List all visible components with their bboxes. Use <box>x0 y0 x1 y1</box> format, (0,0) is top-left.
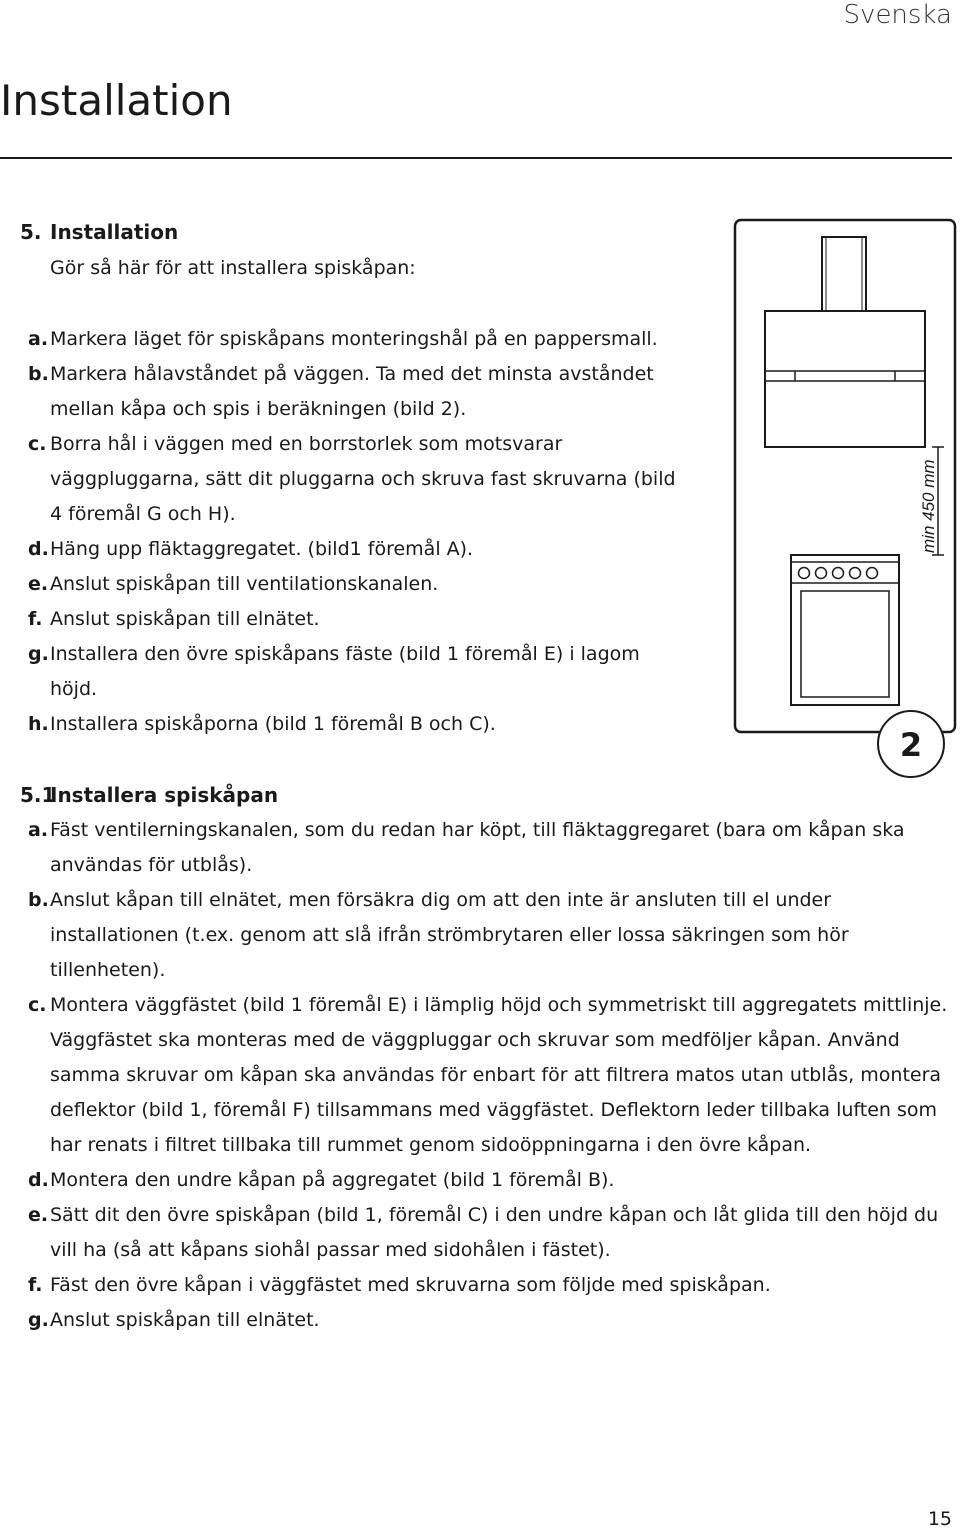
language-label: Svenska <box>843 0 952 30</box>
section-installera-spiskapan <box>20 777 950 1338</box>
step-marker: f. <box>28 1274 43 1296</box>
step-marker: e. <box>28 1204 49 1226</box>
section-title: Installera spiskåpan <box>50 783 279 807</box>
step-text: Installera spiskåporna (bild 1 föremål B och C). <box>50 713 496 735</box>
step-marker: g. <box>28 1309 49 1331</box>
figure-hood-installation <box>733 217 957 737</box>
list-item <box>20 1198 950 1268</box>
step-text: Markera hålavståndet på väggen. Ta med det minsta avståndet mellan kåpa och spis i beräkningen (bild 2). <box>50 363 654 420</box>
hood-stove-drawing <box>733 217 957 737</box>
page-title: Installation <box>0 76 233 125</box>
section-number: 5.1 <box>20 783 56 807</box>
section-intro: Gör så här för att installera spiskåpan: <box>50 257 416 279</box>
step-text: Anslut spiskåpan till ventilationskanalen. <box>50 573 439 595</box>
step-text: Häng upp fläktaggregatet. (bild1 föremål A). <box>50 538 474 560</box>
title-divider <box>0 157 952 159</box>
step-text: Installera den övre spiskåpans fäste (bild 1 föremål E) i lagom höjd. <box>50 643 640 700</box>
step-text: Anslut kåpan till elnätet, men försäkra dig om att den inte är ansluten till el under installationen (t.ex. genom att slå ifrån strömbrytaren eller lossa säkringen som hör tillenheten). <box>50 889 849 981</box>
step-marker: a. <box>28 328 49 350</box>
step-text: Anslut spiskåpan till elnätet. <box>50 608 320 630</box>
step-marker: f. <box>28 608 43 630</box>
step-marker: d. <box>28 538 49 560</box>
list-item <box>20 532 690 567</box>
step-text: Sätt dit den övre spiskåpan (bild 1, föremål C) i den undre kåpan och låt glida till den höjd du vill ha (så att kåpans siohål passar med sidohålen i fästet). <box>50 1204 939 1261</box>
page-number: 15 <box>927 1508 952 1530</box>
section-title: Installation <box>50 220 179 244</box>
list-item <box>20 813 950 883</box>
list-item <box>20 1303 950 1338</box>
step-marker: d. <box>28 1169 49 1191</box>
figure-number-badge: 2 <box>877 710 945 778</box>
dimension-label: min 450 mm <box>919 459 938 553</box>
section-installation <box>20 214 690 742</box>
section-heading <box>20 214 690 250</box>
step-marker: c. <box>28 994 47 1016</box>
step-marker: g. <box>28 643 49 665</box>
step-marker: b. <box>28 889 49 911</box>
step-marker: h. <box>28 713 49 735</box>
step-marker: a. <box>28 819 49 841</box>
step-text: Fäst den övre kåpan i väggfästet med skruvarna som följde med spiskåpan. <box>50 1274 771 1296</box>
list-item <box>20 357 690 427</box>
step-text: Montera den undre kåpan på aggregatet (bild 1 föremål B). <box>50 1169 615 1191</box>
list-item <box>20 988 950 1163</box>
step-text: Markera läget för spiskåpans monteringshål på en pappersmall. <box>50 328 658 350</box>
step-list <box>20 813 950 1338</box>
list-item <box>20 322 690 357</box>
step-marker: b. <box>28 363 49 385</box>
list-item <box>20 1268 950 1303</box>
section-heading <box>20 777 950 813</box>
list-item <box>20 637 690 707</box>
list-item <box>20 602 690 637</box>
list-item <box>20 707 690 742</box>
section-number: 5. <box>20 220 42 244</box>
step-marker: e. <box>28 573 49 595</box>
step-text: Fäst ventilerningskanalen, som du redan har köpt, till fläktaggregaret (bara om kåpan ska användas för utblås). <box>50 819 905 876</box>
step-list <box>20 322 690 742</box>
step-text: Anslut spiskåpan till elnätet. <box>50 1309 320 1331</box>
step-text: Borra hål i väggen med en borrstorlek som motsvarar väggpluggarna, sätt dit pluggarna och skruva fast skruvarna (bild 4 föremål G och H). <box>50 433 676 525</box>
step-text: Montera väggfästet (bild 1 föremål E) i lämplig höjd och symmetriskt till aggregatets mittlinje. Väggfästet ska monteras med de väggpluggar och skruvar som medföljer kåpan. Använd samma skruvar om kåpan ska användas för enbart för att filtrera matos utan utblås, montera deflektor (bild 1, föremål F) tillsammans med väggfästet. Deflektorn leder tillbaka luften som har renats i filtret tillbaka till rummet genom sidoöppningarna i den övre kåpan. <box>50 994 948 1156</box>
list-item <box>20 427 690 532</box>
list-item <box>20 883 950 988</box>
step-marker: c. <box>28 433 47 455</box>
list-item <box>20 1163 950 1198</box>
list-item <box>20 567 690 602</box>
